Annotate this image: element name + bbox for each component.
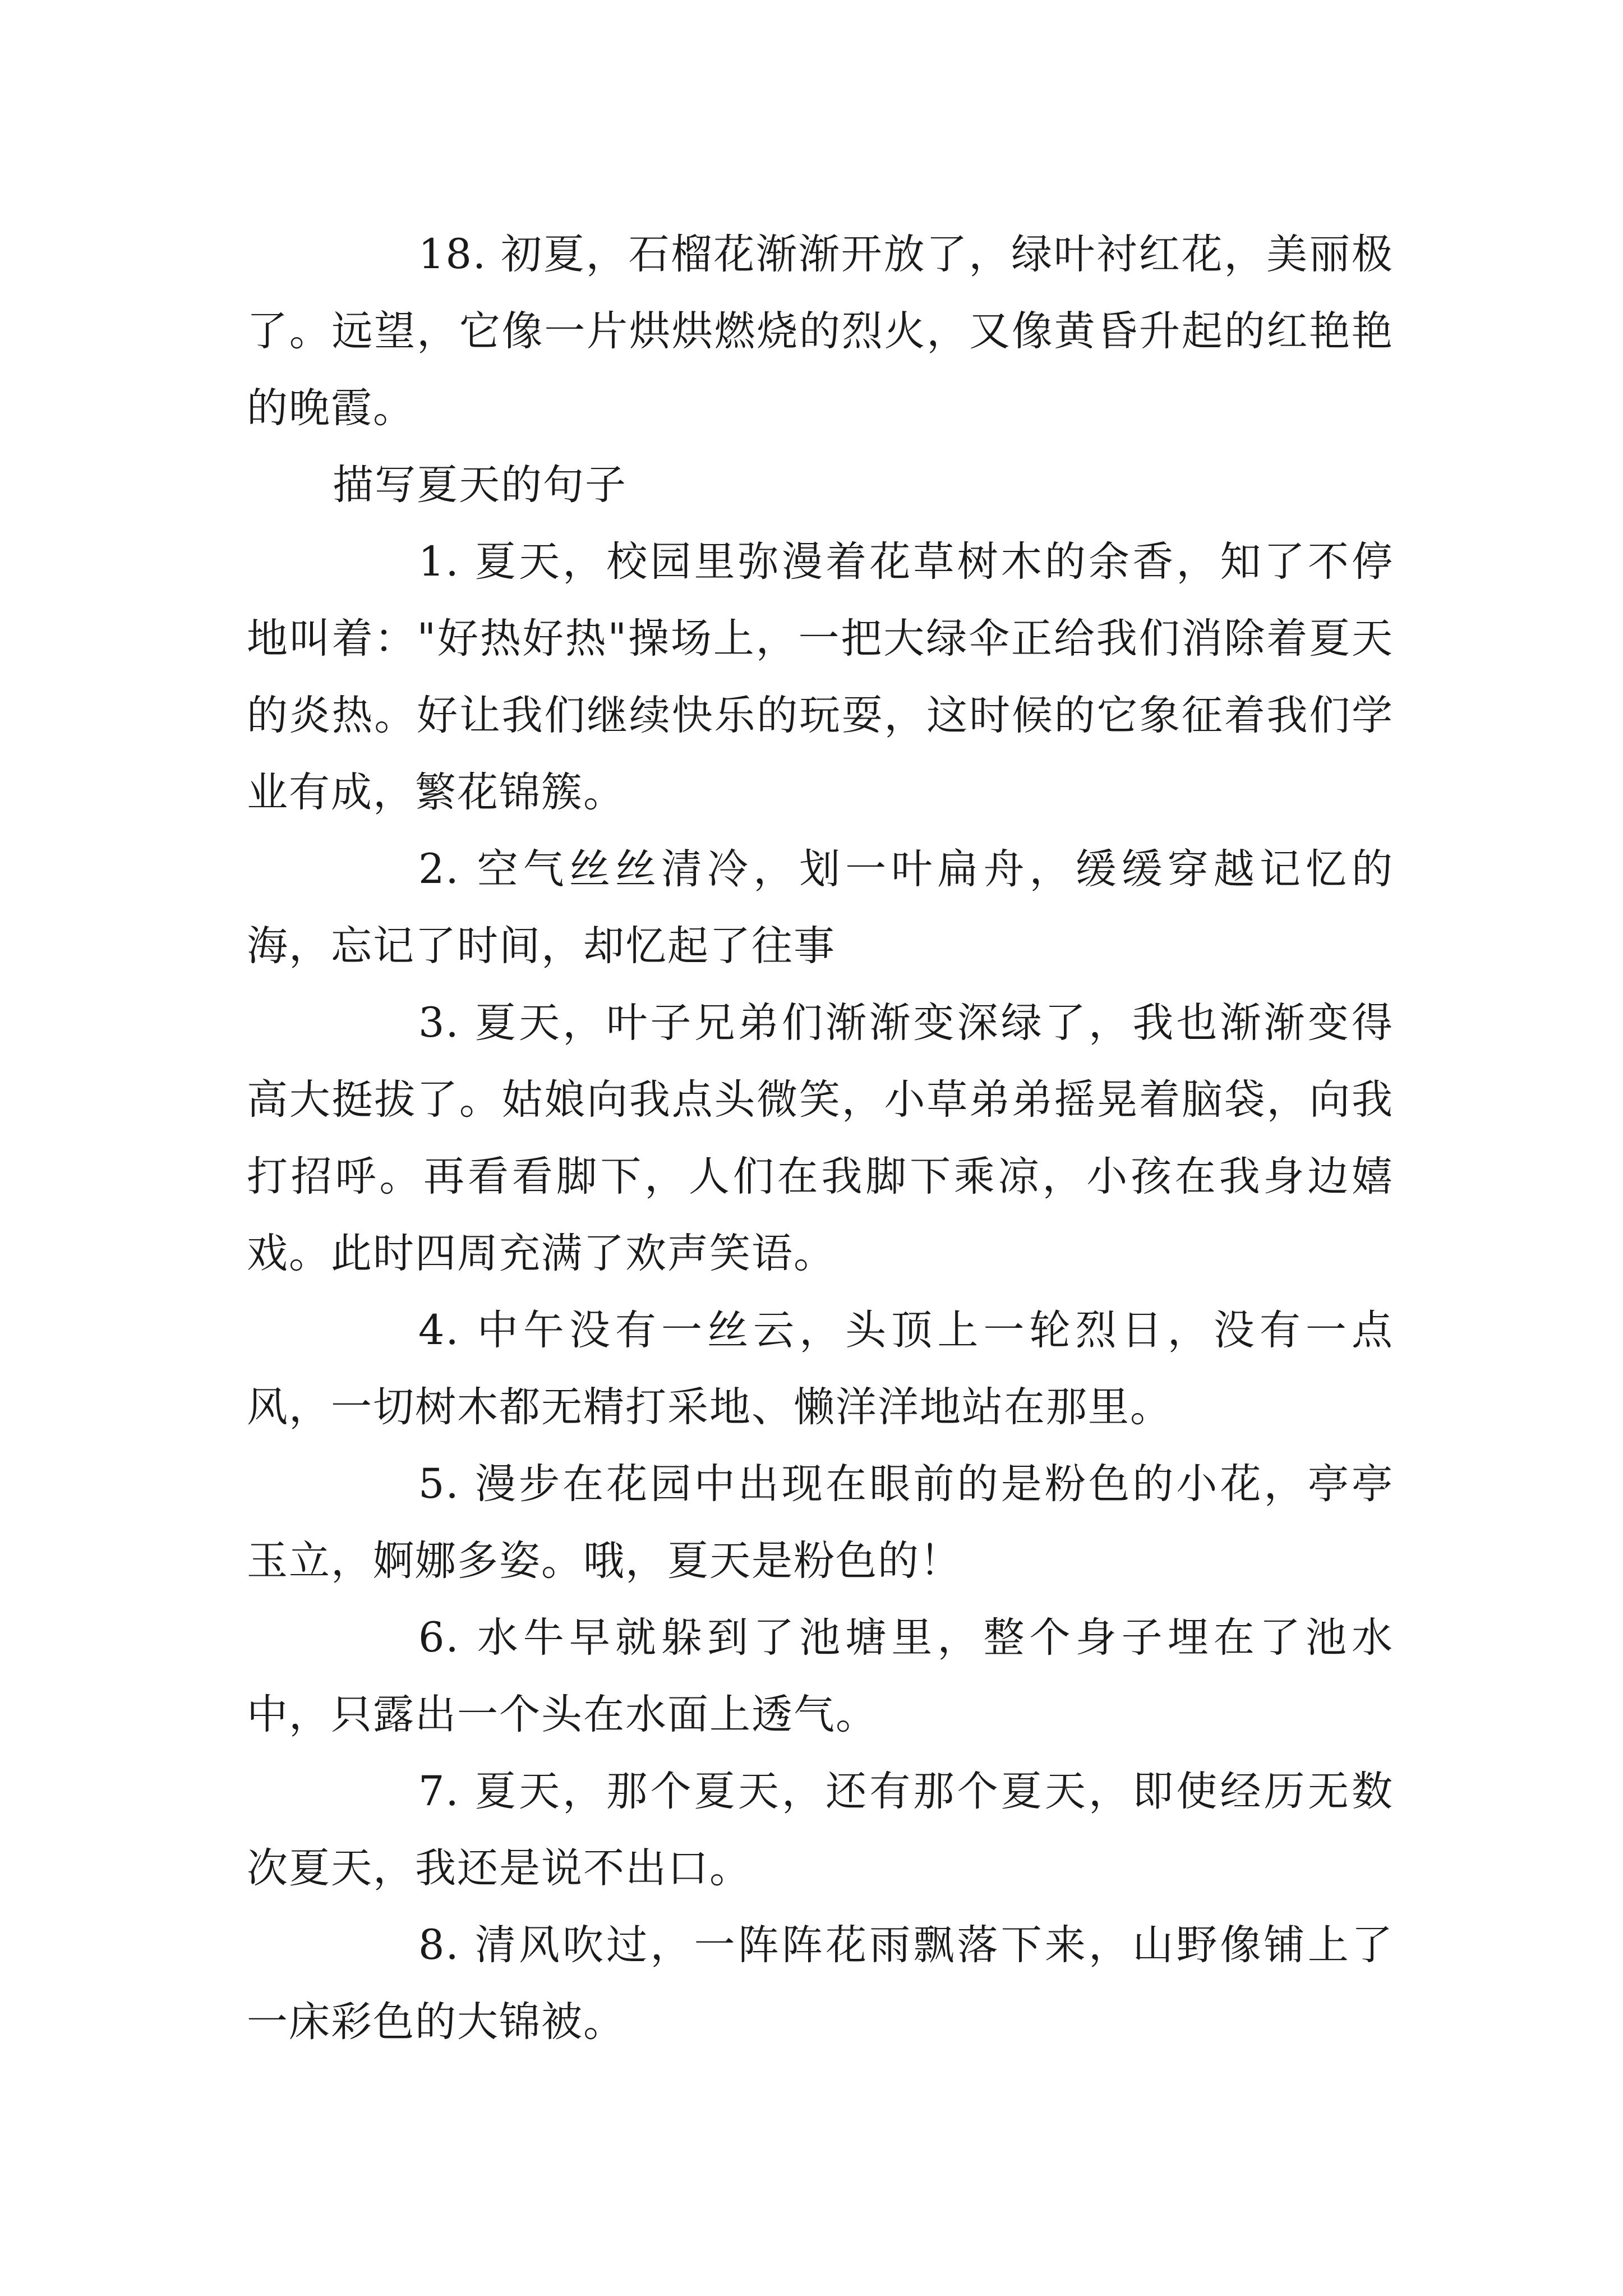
item-text: 水牛早就躲到了池塘里，整个身子埋在了池水中，只露出一个头在水面上透气。 — [247, 1614, 1394, 1738]
item-number: 4. — [418, 1306, 460, 1354]
item-number: 7. — [418, 1768, 460, 1815]
paragraph-18 — [247, 216, 1394, 447]
section-heading: 描写夏天的句子 — [333, 461, 627, 509]
item-number: 6. — [418, 1614, 460, 1662]
list-item — [247, 984, 1394, 1292]
item-number: 5. — [418, 1460, 460, 1508]
item-text: 夏天，校园里弥漫着花草树木的余香，知了不停地叫着："好热好热"操场上，一把大绿伞正给我们消除着夏天的炎热。好让我们继续快乐的玩耍，这时候的它象征着我们学业有成，繁花锦簇。 — [247, 538, 1394, 816]
list-item — [247, 1753, 1394, 1907]
item-number: 2. — [418, 845, 460, 893]
list-item — [247, 1907, 1394, 2060]
item-text: 空气丝丝清冷，划一叶扁舟，缓缓穿越记忆的海，忘记了时间，却忆起了往事 — [247, 845, 1394, 970]
item-number: 3. — [418, 999, 460, 1047]
list-item — [247, 1599, 1394, 1753]
list-item — [247, 1446, 1394, 1599]
list-item — [247, 831, 1394, 984]
list-item — [247, 523, 1394, 831]
list-item — [247, 1292, 1394, 1446]
paragraph-number: 18. — [418, 231, 487, 278]
document-body — [247, 216, 1394, 2060]
paragraph-text: 初夏，石榴花渐渐开放了，绿叶衬红花，美丽极了。远望，它像一片烘烘燃烧的烈火，又像黄昏升起的红艳艳的晚霞。 — [247, 231, 1394, 432]
item-text: 清风吹过，一阵阵花雨飘落下来，山野像铺上了一床彩色的大锦被。 — [247, 1921, 1394, 2046]
item-text: 中午没有一丝云，头顶上一轮烈日，没有一点风，一切树木都无精打采地、懒洋洋地站在那里。 — [247, 1306, 1394, 1431]
item-text: 夏天，那个夏天，还有那个夏天，即使经历无数次夏天，我还是说不出口。 — [247, 1768, 1394, 1892]
item-text: 夏天，叶子兄弟们渐渐变深绿了，我也渐渐变得高大挺拔了。姑娘向我点头微笑，小草弟弟摇晃着脑袋，向我打招呼。再看看脚下，人们在我脚下乘凉，小孩在我身边嬉戏。此时四周充满了欢声笑语。 — [247, 999, 1394, 1277]
item-text: 漫步在花园中出现在眼前的是粉色的小花，亭亭玉立，婀娜多姿。哦，夏天是粉色的！ — [247, 1460, 1394, 1585]
item-number: 1. — [418, 538, 460, 586]
item-number: 8. — [418, 1921, 460, 1969]
